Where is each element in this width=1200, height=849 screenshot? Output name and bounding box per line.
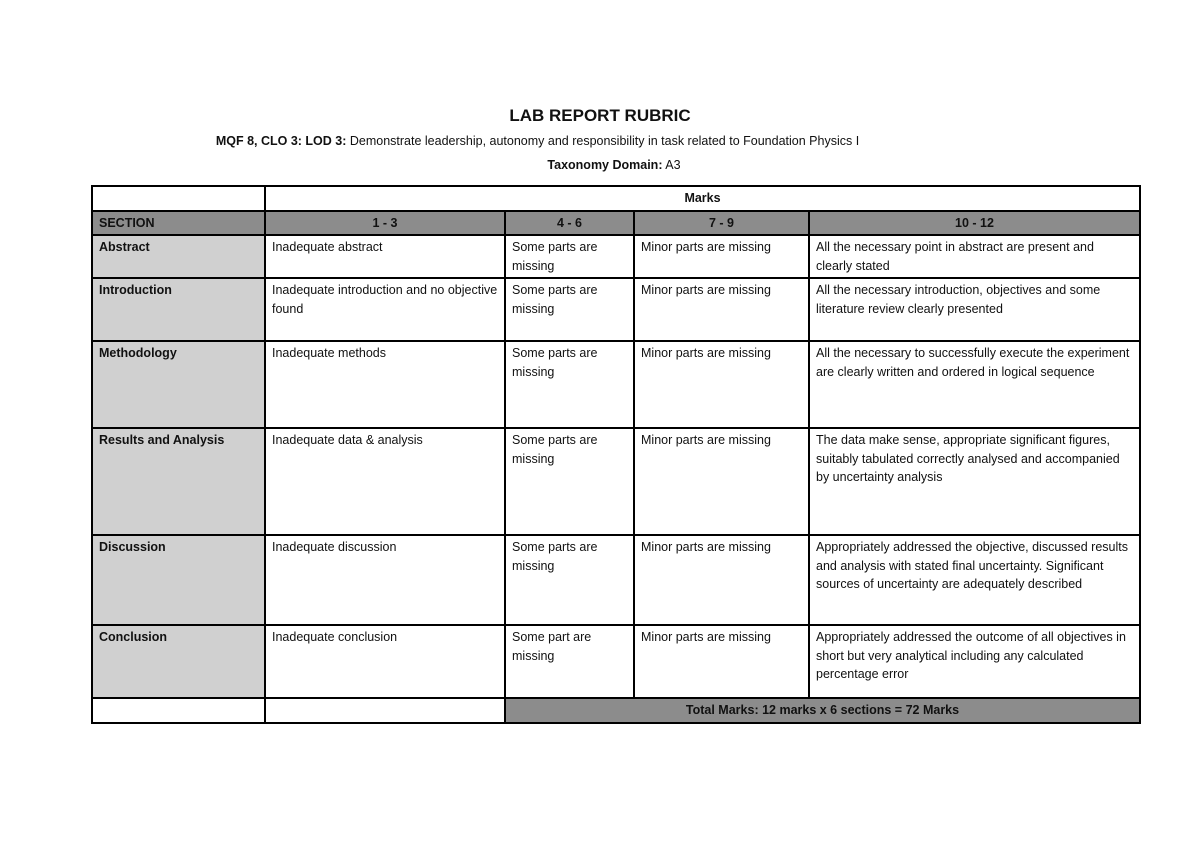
criteria-cell: Inadequate abstract xyxy=(265,235,505,278)
criteria-cell: Minor parts are missing xyxy=(634,341,809,428)
criteria-cell: Inadequate conclusion xyxy=(265,625,505,698)
table-row xyxy=(92,428,1140,535)
criteria-cell: Appropriately addressed the outcome of all objectives in short but very analytical including any calculated percentage error xyxy=(809,625,1140,698)
taxonomy-line xyxy=(0,158,1200,172)
empty-cell xyxy=(265,698,505,723)
section-cell: Introduction xyxy=(92,278,265,341)
marks-header-row xyxy=(92,186,1140,211)
empty-cell xyxy=(92,698,265,723)
criteria-cell: Some parts are missing xyxy=(505,235,634,278)
criteria-cell: Appropriately addressed the objective, discussed results and analysis with stated final uncertainty. Significant sources of uncertainty are adequately described xyxy=(809,535,1140,625)
criteria-cell: Inadequate methods xyxy=(265,341,505,428)
criteria-cell: Some parts are missing xyxy=(505,341,634,428)
total-marks: Total Marks: 12 marks x 6 sections = 72 Marks xyxy=(505,698,1140,723)
criteria-cell: All the necessary point in abstract are present and clearly stated xyxy=(809,235,1140,278)
table-row xyxy=(92,235,1140,278)
criteria-cell: Some part are missing xyxy=(505,625,634,698)
table-row xyxy=(92,278,1140,341)
range-header: 1 - 3 xyxy=(265,211,505,236)
table-row xyxy=(92,625,1140,698)
criteria-cell: Minor parts are missing xyxy=(634,428,809,535)
subtitle xyxy=(0,134,1075,148)
criteria-cell: Some parts are missing xyxy=(505,278,634,341)
criteria-cell: All the necessary introduction, objectives and some literature review clearly presented xyxy=(809,278,1140,341)
criteria-cell: Minor parts are missing xyxy=(634,625,809,698)
rubric-table xyxy=(91,185,1141,724)
section-cell: Abstract xyxy=(92,235,265,278)
subtitle-prefix: MQF 8, CLO 3: LOD 3: xyxy=(215,134,347,148)
criteria-cell: All the necessary to successfully execute the experiment are clearly written and ordered in logical sequence xyxy=(809,341,1140,428)
criteria-cell: Some parts are missing xyxy=(505,428,634,535)
criteria-cell: The data make sense, appropriate significant figures, suitably tabulated correctly analysed and accompanied by uncertainty analysis xyxy=(809,428,1140,535)
range-header: 10 - 12 xyxy=(809,211,1140,236)
criteria-cell: Some parts are missing xyxy=(505,535,634,625)
criteria-cell: Minor parts are missing xyxy=(634,278,809,341)
taxonomy-value: A3 xyxy=(662,158,681,172)
empty-corner-cell xyxy=(92,186,265,211)
criteria-cell: Inadequate data & analysis xyxy=(265,428,505,535)
section-header: SECTION xyxy=(92,211,265,236)
total-row xyxy=(92,698,1140,723)
page-title: LAB REPORT RUBRIC xyxy=(509,106,691,125)
section-cell: Discussion xyxy=(92,535,265,625)
criteria-cell: Minor parts are missing xyxy=(634,535,809,625)
section-cell: Methodology xyxy=(92,341,265,428)
criteria-cell: Minor parts are missing xyxy=(634,235,809,278)
section-cell: Results and Analysis xyxy=(92,428,265,535)
range-header: 7 - 9 xyxy=(634,211,809,236)
criteria-cell: Inadequate introduction and no objective found xyxy=(265,278,505,341)
table-row xyxy=(92,535,1140,625)
section-cell: Conclusion xyxy=(92,625,265,698)
range-header-row xyxy=(92,211,1140,236)
taxonomy-label: Taxonomy Domain: xyxy=(547,158,663,172)
marks-header: Marks xyxy=(265,186,1140,211)
criteria-cell: Inadequate discussion xyxy=(265,535,505,625)
range-header: 4 - 6 xyxy=(505,211,634,236)
subtitle-text: Demonstrate leadership, autonomy and responsibility in task related to Foundation Physics I xyxy=(346,134,860,148)
table-row xyxy=(92,341,1140,428)
